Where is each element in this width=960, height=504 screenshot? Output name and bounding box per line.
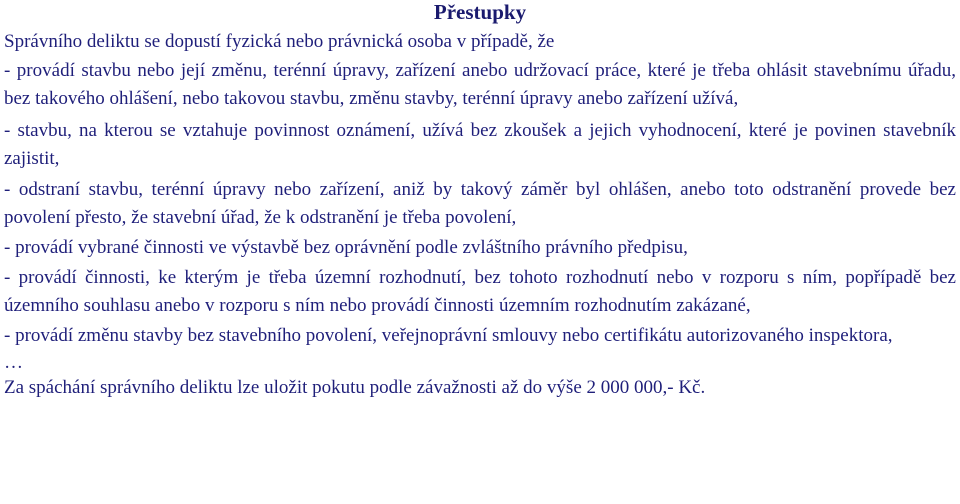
list-item (4, 322, 956, 350)
list-item (4, 57, 956, 113)
list-item (4, 264, 956, 320)
list-item-text: - provádí vybrané činnosti ve výstavbě bez oprávnění podle zvláštního právního předpisu, (4, 237, 688, 258)
offense-list (4, 57, 956, 350)
ellipsis-text: … (4, 352, 23, 373)
list-item (4, 176, 956, 232)
list-item-text: - odstraní stavbu, terénní úpravy nebo zařízení, aniž by takový záměr byl ohlášen, anebo toto odstranění provede bez povolení přesto, že stavební úřad, že k odstranění je třeba povolení, (4, 179, 956, 228)
list-item-text: - stavbu, na kterou se vztahuje povinnost oznámení, užívá bez zkoušek a jejich vyhodnocení, které je povinen stavebník zajistit, (4, 120, 956, 169)
page-title: Přestupky (433, 0, 527, 24)
intro-paragraph: Správního deliktu se dopustí fyzická nebo právnická osoba v případě, že (4, 31, 555, 52)
list-item (4, 234, 956, 262)
list-item (4, 117, 956, 173)
list-item-text: - provádí změnu stavby bez stavebního povolení, veřejnoprávní smlouvy nebo certifikátu autorizovaného inspektora, (4, 325, 893, 346)
list-item-text: - provádí činnosti, ke kterým je třeba územní rozhodnutí, bez tohoto rozhodnutí nebo v rozporu s ním, popřípadě bez územního souhlasu anebo v rozporu s ním nebo provádí činnosti územním rozhodnutím zakázané, (4, 267, 956, 316)
closing-paragraph: Za spáchání správního deliktu lze uložit pokutu podle závažnosti až do výše 2 000 000,- Kč. (4, 377, 706, 398)
list-item-text: - provádí stavbu nebo její změnu, terénní úpravy, zařízení anebo udržovací práce, které je třeba ohlásit stavebnímu úřadu, bez takového ohlášení, nebo takovou stavbu, změnu stavby, terénní úpravy anebo zařízení užívá, (4, 60, 956, 109)
